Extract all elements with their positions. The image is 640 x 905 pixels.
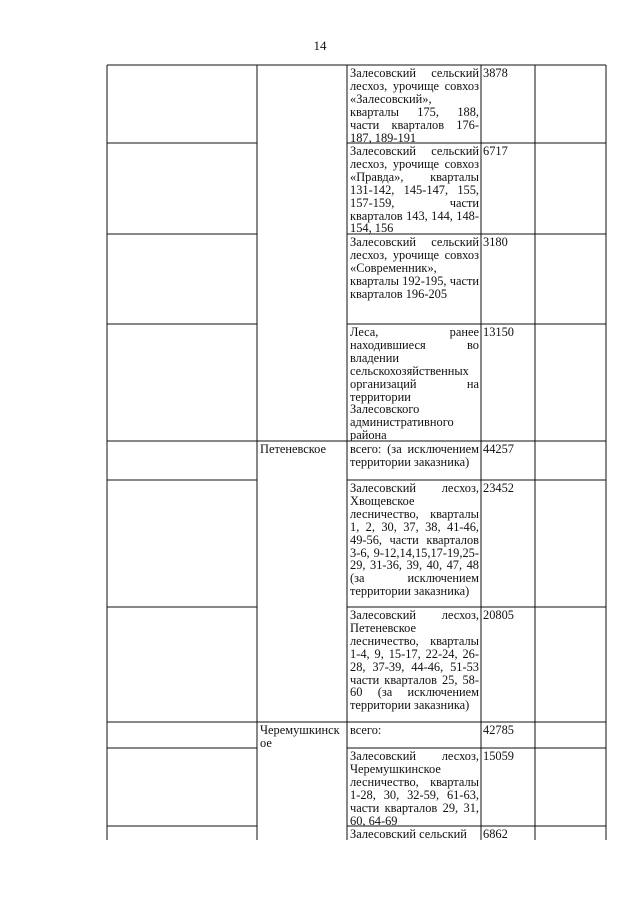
- table-cell-description: Залесовский сельский: [350, 828, 467, 841]
- table-cell-description: Залесовский сельский лесхоз, урочище совхоз «Современник», кварталы 192-195, части кварталов 196-205: [350, 236, 479, 301]
- table-cell-description: Леса, ранее находившиеся во владении сельскохозяйственных организаций на территории Залесовского административного района: [350, 326, 479, 443]
- table-cell-description: Залесовский лесхоз, Петеневское лесничество, кварталы 1-4, 9, 15-17, 22-24, 26-28, 37-39, 44-46, 51-53 части кварталов 25, 58-60 (за исключением территории заказника): [350, 609, 479, 713]
- table-cell-area: 3878: [483, 67, 508, 80]
- table-cell-area: 6717: [483, 145, 508, 158]
- table-cell-description: Залесовский лесхоз, Хвощевское лесничество, кварталы 1, 2, 30, 37, 38, 41-46, 49-56, части кварталов 3-6, 9-12,14,15,17-19,25-29, 31-36, 39, 40, 47, 48 (за исключением территории заказника): [350, 482, 479, 599]
- table-cell-settlement: Черемушкинское: [260, 724, 340, 750]
- table-cell-area: 20805: [483, 609, 514, 622]
- table-cell-description: Залесовский сельский лесхоз, урочище совхоз «Правда», кварталы 131-142, 145-147, 155, 157-159, части кварталов 143, 144, 148-154, 156: [350, 145, 479, 236]
- table-cell-area: 6862: [483, 828, 508, 841]
- table-cell-area: 42785: [483, 724, 514, 737]
- table-cell-settlement: Петеневское: [260, 443, 327, 456]
- table-cell-area: 44257: [483, 443, 514, 456]
- table-cell-description: Залесовский лесхоз, Черемушкинское лесничество, кварталы 1-28, 30, 32-59, 61-63, части кварталов 29, 31, 60, 64-69: [350, 750, 479, 828]
- table-cell-area: 23452: [483, 482, 514, 495]
- table-cell-description: Залесовский сельский лесхоз, урочище совхоз «Залесовский», кварталы 175, 188, части кварталов 176-187, 189-191: [350, 67, 479, 145]
- table-cell-description: всего: (за исключением территории заказника): [350, 443, 479, 469]
- table-cell-area: 3180: [483, 236, 508, 249]
- table-cell-description: всего:: [350, 724, 382, 737]
- table-cell-area: 13150: [483, 326, 514, 339]
- page-number: 14: [313, 38, 327, 53]
- table-cell-area: 15059: [483, 750, 514, 763]
